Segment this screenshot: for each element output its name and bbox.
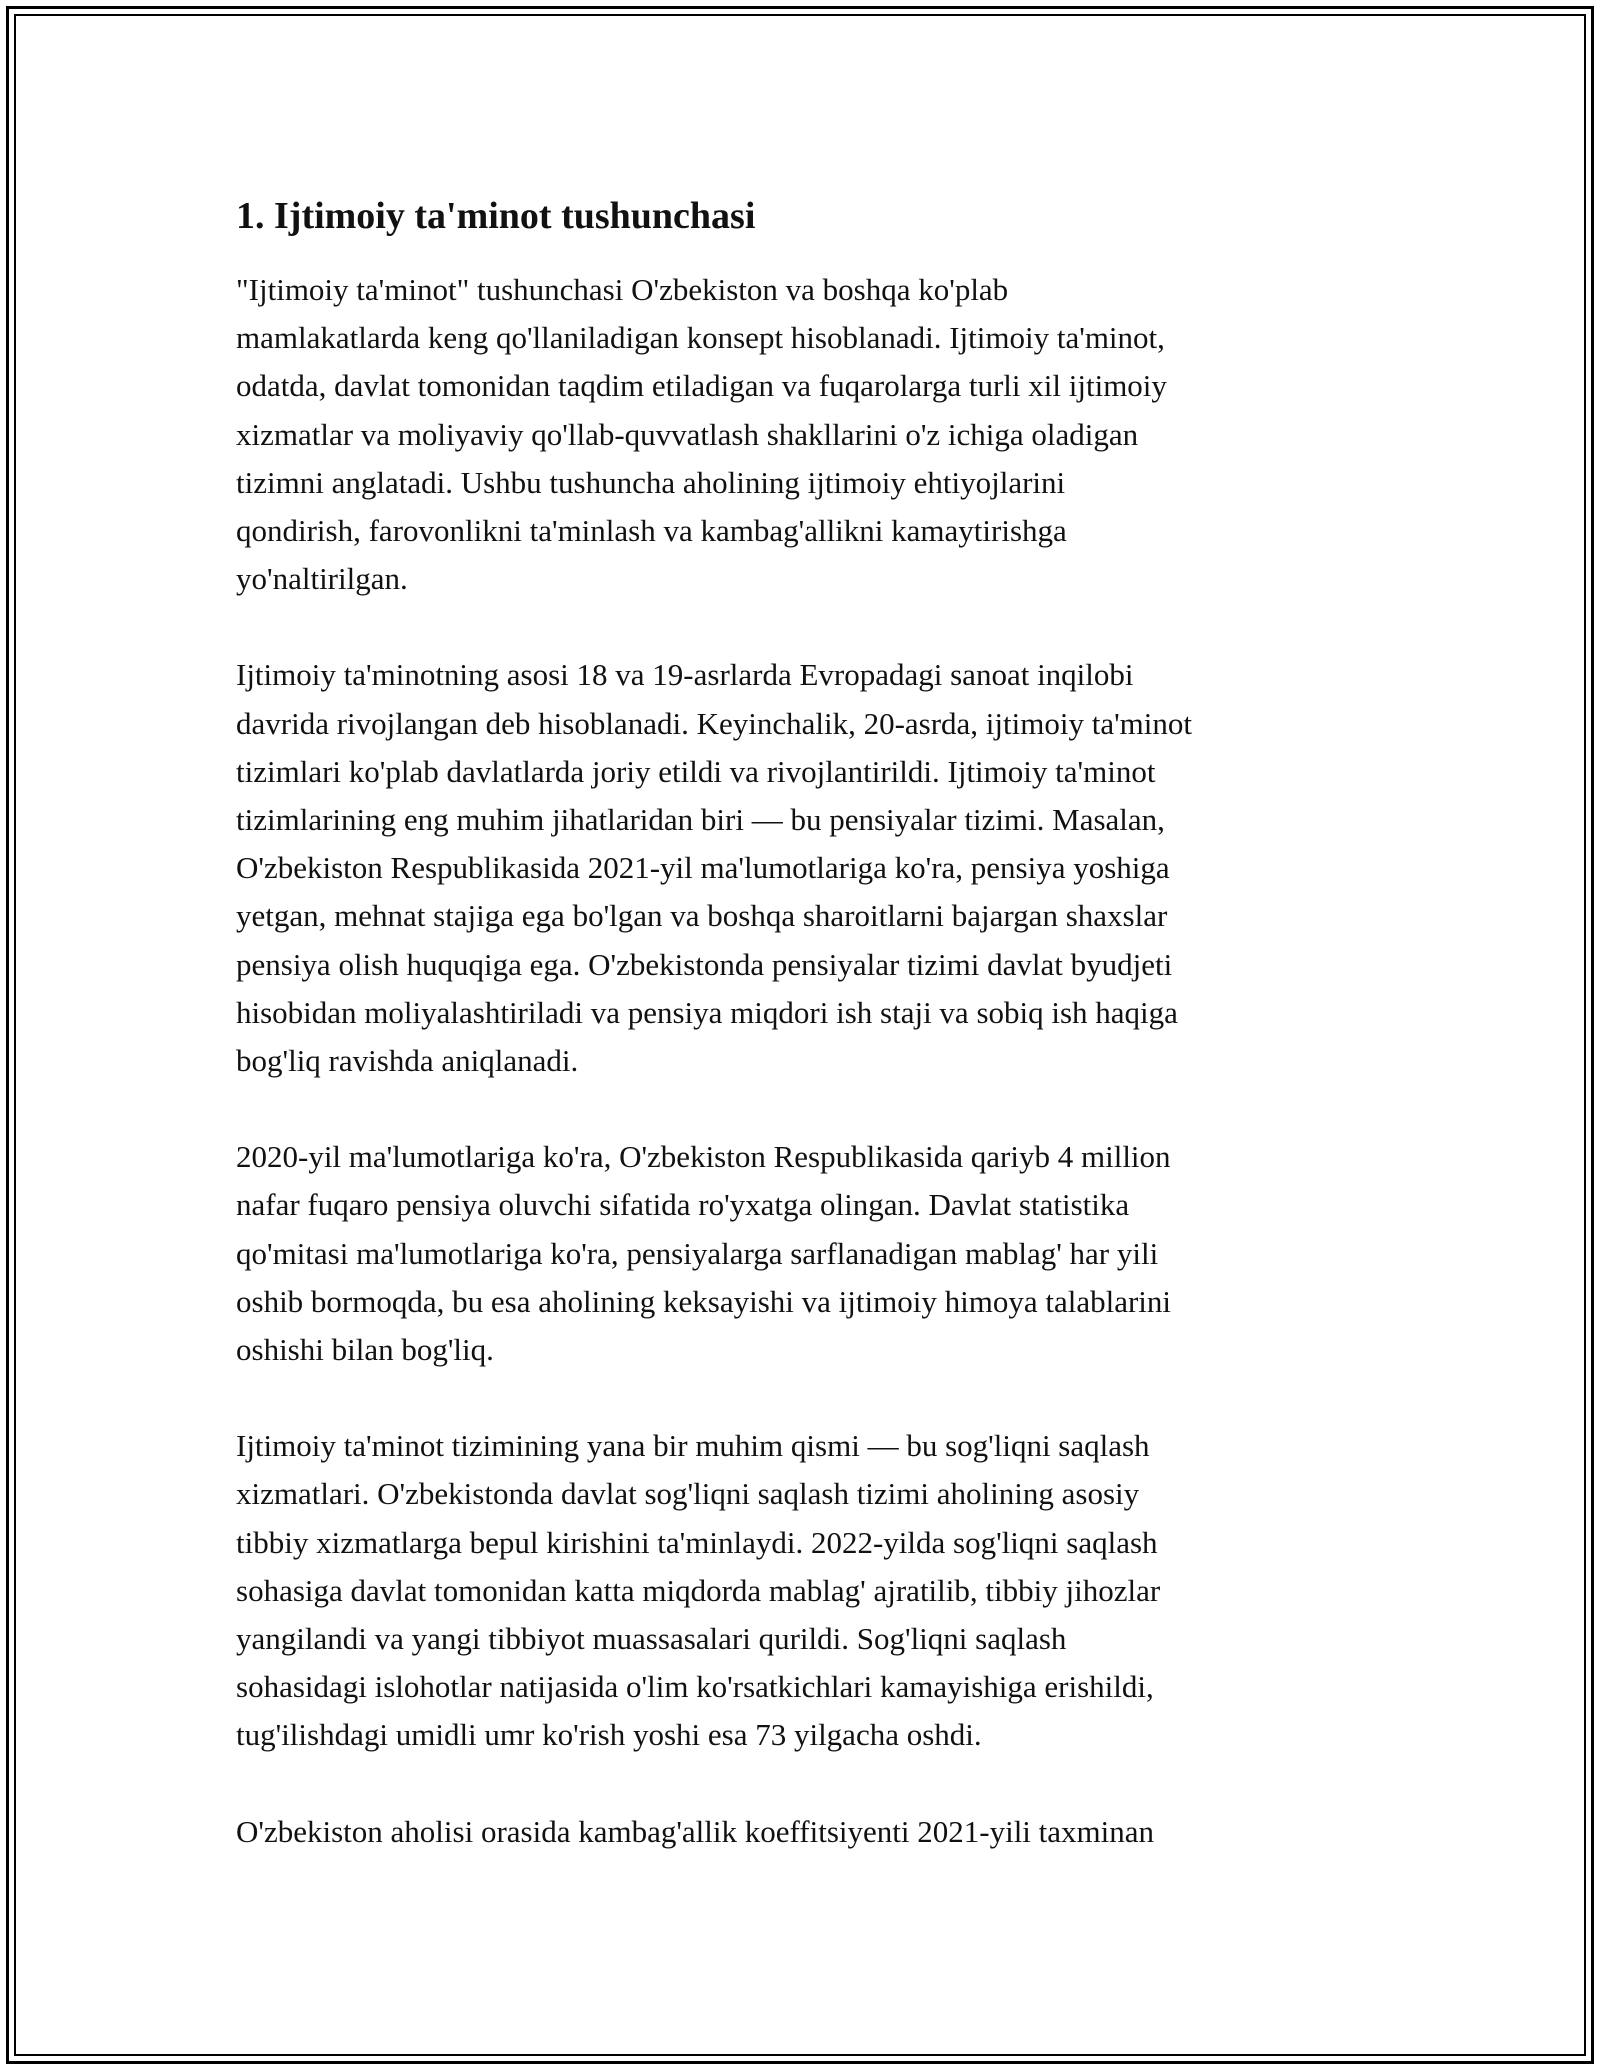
- paragraph-1: [236, 266, 1396, 603]
- paragraph-line: odatda, davlat tomonidan taqdim etiladigan va fuqarolarga turli xil ijtimoiy: [236, 368, 1167, 404]
- paragraph-line: nafar fuqaro pensiya oluvchi sifatida ro'yxatga olingan. Davlat statistika: [236, 1187, 1130, 1223]
- paragraph-2: [236, 651, 1396, 1085]
- paragraph-line: qondirish, farovonlikni ta'minlash va kambag'allikni kamaytirishga: [236, 513, 1067, 549]
- paragraph-line: 2020-yil ma'lumotlariga ko'ra, O'zbekiston Respublikasida qariyb 4 million: [236, 1139, 1171, 1175]
- paragraph-line: yetgan, mehnat stajiga ega bo'lgan va boshqa sharoitlarni bajargan shaxslar: [236, 898, 1168, 934]
- paragraph-line: tizimlarining eng muhim jihatlaridan biri — bu pensiyalar tizimi. Masalan,: [236, 802, 1165, 838]
- paragraph-line: oshishi bilan bog'liq.: [236, 1332, 494, 1368]
- paragraph-line: mamlakatlarda keng qo'llaniladigan konsept hisoblanadi. Ijtimoiy ta'minot,: [236, 320, 1165, 356]
- paragraph-line: bog'liq ravishda aniqlanadi.: [236, 1043, 579, 1079]
- paragraph-line: pensiya olish huquqiga ega. O'zbekistonda pensiyalar tizimi davlat byudjeti: [236, 946, 1173, 982]
- section-heading: 1. Ijtimoiy ta'minot tushunchasi: [236, 195, 756, 237]
- paragraph-5: [236, 1808, 1396, 1856]
- paragraph-line: qo'mitasi ma'lumotlariga ko'ra, pensiyalarga sarflanadigan mablag' har yili: [236, 1235, 1159, 1271]
- paragraph-line: O'zbekiston Respublikasida 2021-yil ma'lumotlariga ko'ra, pensiya yoshiga: [236, 850, 1170, 886]
- paragraph-line: yo'naltirilgan.: [236, 561, 408, 597]
- paragraph-line: tug'ilishdagi umidli umr ko'rish yoshi esa 73 yilgacha oshdi.: [236, 1717, 982, 1753]
- paragraph-line: tizimni anglatadi. Ushbu tushuncha aholining ijtimoiy ehtiyojlarini: [236, 464, 1066, 500]
- paragraph-line: xizmatlari. O'zbekistonda davlat sog'liqni saqlash tizimi aholining asosiy: [236, 1476, 1140, 1512]
- paragraph-line: oshib bormoqda, bu esa aholining keksayishi va ijtimoiy himoya talablarini: [236, 1283, 1172, 1319]
- paragraph-line: xizmatlar va moliyaviy qo'llab-quvvatlash shakllarini o'z ichiga oladigan: [236, 416, 1139, 452]
- paragraph-line: Ijtimoiy ta'minotning asosi 18 va 19-asrlarda Evropadagi sanoat inqilobi: [236, 657, 1134, 693]
- paragraph-line: hisobidan moliyalashtiriladi va pensiya miqdori ish staji va sobiq ish haqiga: [236, 994, 1178, 1030]
- paragraph-line: tizimlari ko'plab davlatlarda joriy etildi va rivojlantirildi. Ijtimoiy ta'minot: [236, 753, 1156, 789]
- document-body: [236, 180, 1396, 1904]
- paragraph-4: [236, 1422, 1396, 1759]
- paragraph-line: Ijtimoiy ta'minot tizimining yana bir muhim qismi — bu sog'liqni saqlash: [236, 1428, 1150, 1464]
- paragraph-3: [236, 1133, 1396, 1374]
- paragraph-line: sohasidagi islohotlar natijasida o'lim ko'rsatkichlari kamayishiga erishildi,: [236, 1669, 1154, 1705]
- paragraph-line: O'zbekiston aholisi orasida kambag'allik koeffitsiyenti 2021-yili taxminan: [236, 1813, 1155, 1849]
- paragraph-line: sohasiga davlat tomonidan katta miqdorda mablag' ajratilib, tibbiy jihozlar: [236, 1572, 1161, 1608]
- paragraph-line: tibbiy xizmatlarga bepul kirishini ta'minlaydi. 2022-yilda sog'liqni saqlash: [236, 1524, 1158, 1560]
- paragraph-line: davrida rivojlangan deb hisoblanadi. Keyinchalik, 20-asrda, ijtimoiy ta'minot: [236, 705, 1193, 741]
- paragraph-line: "Ijtimoiy ta'minot" tushunchasi O'zbekiston va boshqa ko'plab: [236, 272, 1009, 307]
- paragraph-line: yangilandi va yangi tibbiyot muassasalari qurildi. Sog'liqni saqlash: [236, 1621, 1067, 1657]
